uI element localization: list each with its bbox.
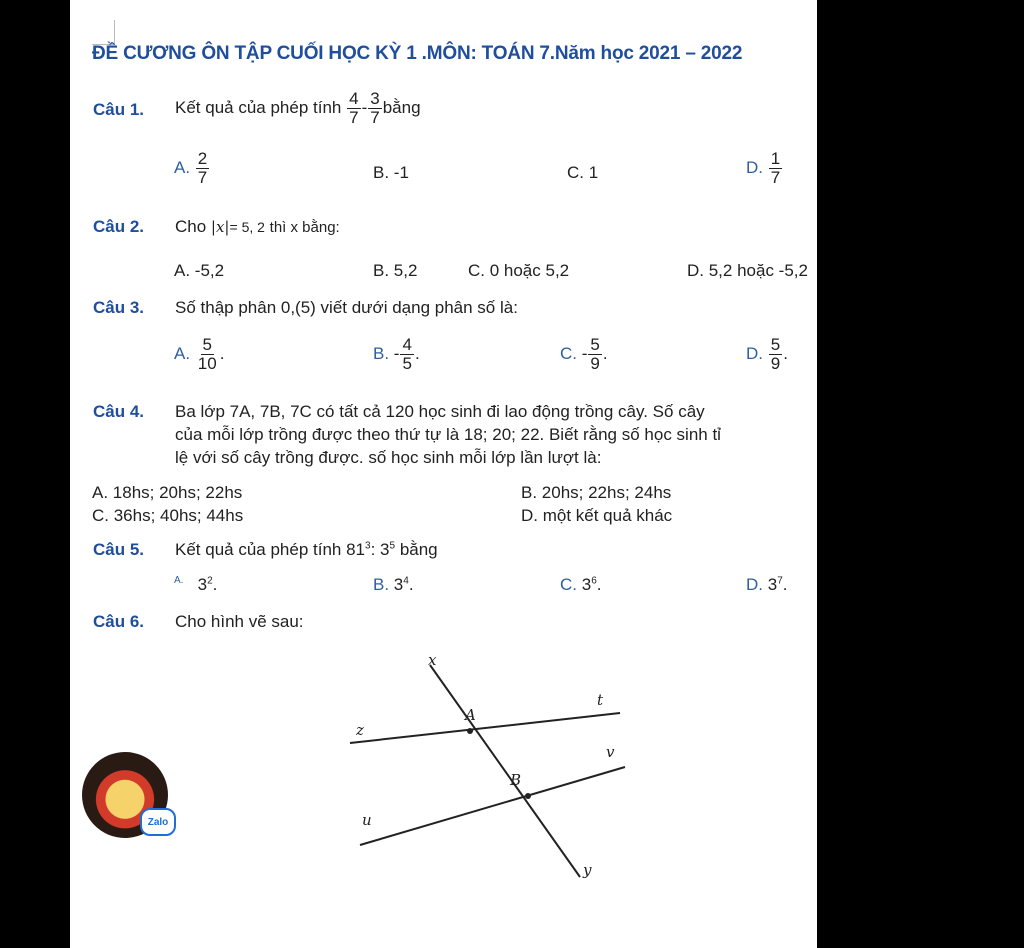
q2-option-a: A. -5,2 — [174, 261, 225, 280]
q5-option-b: B. $3^4$. — [373, 575, 414, 594]
q1-fraction-2: $\frac{3}{7}$ — [370, 89, 380, 127]
label-x: x — [428, 651, 437, 669]
q4-option-c: C. 36hs; 40hs; 44hs — [92, 506, 244, 525]
q2-number: Câu 2. — [93, 217, 145, 236]
q3-option-c: C. - $\frac{5}{9}$ . — [560, 335, 608, 373]
point-a — [467, 728, 473, 734]
q5-number: Câu 5. — [93, 540, 145, 559]
q5-option-d: D. $3^7$. — [746, 575, 788, 594]
q4-line-2: của mỗi lớp trồng được theo thứ tự là 18; 20; 22. Biết rằng số học sinh tỉ — [175, 425, 721, 444]
label-u: u — [362, 811, 372, 829]
geometry-figure — [340, 645, 640, 885]
label-a: A — [465, 706, 476, 724]
q1-number: Câu 1. — [93, 100, 145, 119]
q1-fraction-1: $\frac{4}{7}$ — [349, 89, 359, 127]
q4-option-b: B. 20hs; 22hs; 24hs — [521, 483, 672, 502]
q6-text: Cho hình vẽ sau: — [175, 612, 304, 631]
q1-option-b: B. -1 — [373, 163, 409, 182]
q1-option-d: D. $\frac{1}{7}$ — [746, 149, 781, 187]
q1-text: Kết quả của phép tính $\frac{4}{7}$ - $\frac{3}{7}$ bằng — [175, 89, 421, 127]
label-t: t — [597, 691, 604, 709]
q2-option-c: C. 0 hoặc 5,2 — [468, 261, 570, 280]
q6-number: Câu 6. — [93, 612, 145, 631]
q3-number: Câu 3. — [93, 298, 145, 317]
label-z: z — [356, 721, 364, 739]
q1-option-c: C. 1 — [567, 163, 599, 182]
q3-text: Số thập phân 0,(5) viết dưới dạng phân số là: — [175, 298, 518, 317]
q3-option-d: D. $\frac{5}{9}$ . — [746, 335, 788, 373]
q4-option-a: A. 18hs; 20hs; 22hs — [92, 483, 243, 502]
document-page — [70, 0, 817, 948]
line-uv — [360, 767, 625, 845]
q5-text: Kết quả của phép tính $81^3$: $3^5$ bằng — [175, 540, 438, 559]
margin-corner-mark — [92, 20, 115, 45]
line-zt — [350, 713, 620, 743]
q4-line-3: lệ với số cây trồng được. số học sinh mỗi lớp lần lượt là: — [175, 448, 602, 467]
label-v: v — [606, 743, 615, 761]
q2-option-d: D. 5,2 hoặc -5,2 — [687, 261, 808, 280]
q1-option-a: A. $\frac{2}{7}$ — [174, 149, 208, 187]
q3-option-b: B. - $\frac{4}{5}$ . — [373, 335, 420, 373]
q3-option-a: A. $\frac{5}{10}$ . — [174, 335, 225, 373]
q4-option-d: D. một kết quả khác — [521, 506, 673, 525]
label-b: B — [510, 771, 522, 789]
point-b — [525, 793, 531, 799]
line-xy — [430, 665, 580, 877]
q4-line-1: Ba lớp 7A, 7B, 7C có tất cả 120 học sinh đi lao động trồng cây. Số cây — [175, 402, 705, 421]
zalo-badge[interactable]: Zalo — [140, 808, 176, 836]
q2-text: Cho |x|= 5, 2 thì x bằng: — [175, 217, 340, 236]
q4-number: Câu 4. — [93, 402, 145, 421]
q2-option-b: B. 5,2 — [373, 261, 418, 280]
q5-option-a: $^{A.}$ $3^2$. — [174, 575, 218, 594]
label-y: y — [583, 861, 592, 879]
q5-option-c: C. $3^6$. — [560, 575, 602, 594]
page-title: ĐỀ CƯƠNG ÔN TẬP CUỐI HỌC KỲ 1 .MÔN: TOÁN 7.Năm học 2021 – 2022 — [92, 43, 743, 64]
